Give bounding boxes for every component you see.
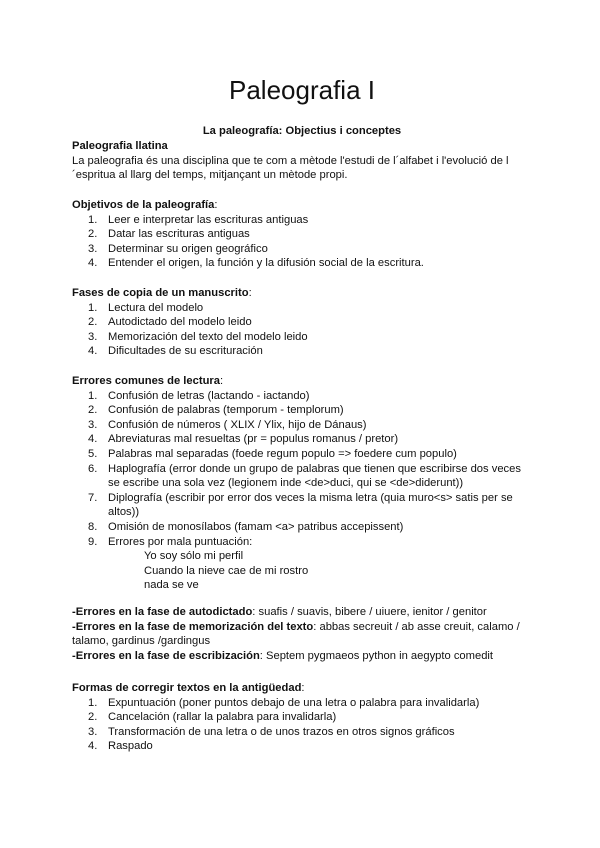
- page-title: Paleografia I: [229, 75, 375, 105]
- objetivos-heading: Objetivos de la paleografía: [72, 199, 215, 211]
- fase-error-line: -Errores en la fase de escribización: Septem pygmaeos python in aegypto comedit: [72, 649, 494, 662]
- errores-section: [72, 374, 532, 593]
- list-item: 5. Palabras mal separadas (foede regum populo => foedere cum populo): [88, 447, 457, 460]
- fase-error-line: -Errores en la fase de autodictado: suafis / suavis, bibere / uiuere, ienitor / genitor: [72, 606, 487, 618]
- list-item: 1. Leer e interpretar las escrituras antiguas: [88, 213, 309, 226]
- list-item: 3. Confusión de números ( XLIX / Ylix, hijo de Dánaus): [88, 418, 367, 431]
- list-item: 2. Autodictado del modelo leido: [88, 316, 252, 329]
- fases-errores-section: [72, 605, 532, 663]
- formas-heading-line: [72, 681, 532, 696]
- formas-list: [72, 696, 532, 754]
- list-item: 4. Dificultades de su escrituración: [88, 345, 263, 358]
- verse-line: Yo soy sólo mi perfil: [144, 550, 244, 563]
- errores-heading: Errores comunes de lectura: [72, 375, 220, 387]
- fases-heading-colon: :: [248, 287, 252, 299]
- list-item: 6. Haplografía (error donde un grupo de palabras que tienen que escribirse dos veces se escribe una sola vez (legionem inde <de>duci, qui se <de>diderunt)): [88, 462, 521, 490]
- formas-heading: Formas de corregir textos en la antigüedad: [72, 682, 302, 694]
- objetivos-heading-line: [72, 198, 532, 213]
- list-item: 4. Abreviaturas mal resueltas (pr = populus romanus / pretor): [88, 433, 399, 446]
- fase-error-line: -Errores en la fase de memorización del texto: abbas secreuit / ab asse creuit, calamo / talamo, gardinus /gardingus: [72, 620, 520, 648]
- errores-list: [72, 389, 532, 550]
- list-item: 4. Raspado: [88, 740, 153, 753]
- list-item: 9. Errores por mala puntuación:: [88, 535, 253, 548]
- list-item: 1. Confusión de letras (lactando - iactando): [88, 389, 310, 402]
- page-subtitle: La paleografía: Objectius i conceptes: [202, 125, 402, 137]
- intro-text: La paleografia és una disciplina que te com a mètode l'estudi de l´alfabet i l'evolució de l´espritua al llarg del temps, mitjançant un mètode propi.: [72, 154, 509, 182]
- objetivos-list: [72, 213, 532, 271]
- intro-heading: Paleografia llatina: [72, 140, 168, 152]
- list-item: 3. Determinar su origen geográfico: [88, 242, 268, 255]
- formas-section: [72, 681, 532, 754]
- errores-heading-line: [72, 374, 532, 389]
- formas-heading-colon: :: [301, 682, 305, 694]
- verse-line: nada se ve: [144, 579, 199, 592]
- objetivos-section: [72, 198, 532, 271]
- verse-line: Cuando la nieve cae de mi rostro: [144, 564, 309, 577]
- list-item: 2. Datar las escrituras antiguas: [88, 228, 250, 241]
- list-item: 2. Cancelación (rallar la palabra para invalidarla): [88, 711, 337, 724]
- verse-example: [72, 549, 532, 593]
- list-item: 2. Confusión de palabras (temporum - templorum): [88, 404, 344, 417]
- list-item: 1. Lectura del modelo: [88, 301, 204, 314]
- list-item: 4. Entender el origen, la función y la difusión social de la escritura.: [88, 257, 424, 270]
- fases-heading-line: [72, 286, 532, 301]
- list-item: 1. Expuntuación (poner puntos debajo de una letra o palabra para invalidarla): [88, 696, 480, 709]
- fases-section: [72, 286, 532, 359]
- fases-heading: Fases de copia de un manuscrito: [72, 287, 249, 299]
- fases-list: [72, 301, 532, 359]
- errores-heading-colon: :: [219, 375, 224, 387]
- objetivos-heading-colon: :: [214, 199, 218, 211]
- list-item: 3. Memorización del texto del modelo leido: [88, 330, 308, 343]
- list-item: 3. Transformación de una letra o de unos trazos en otros signos gráficos: [88, 725, 455, 738]
- intro-section: [72, 139, 532, 183]
- list-item: 7. Diplografía (escribir por error dos veces la misma letra (quia muro<s> satis per se altos)): [88, 491, 513, 519]
- list-item: 8. Omisión de monosílabos (famam <a> patribus accepissent): [88, 520, 404, 533]
